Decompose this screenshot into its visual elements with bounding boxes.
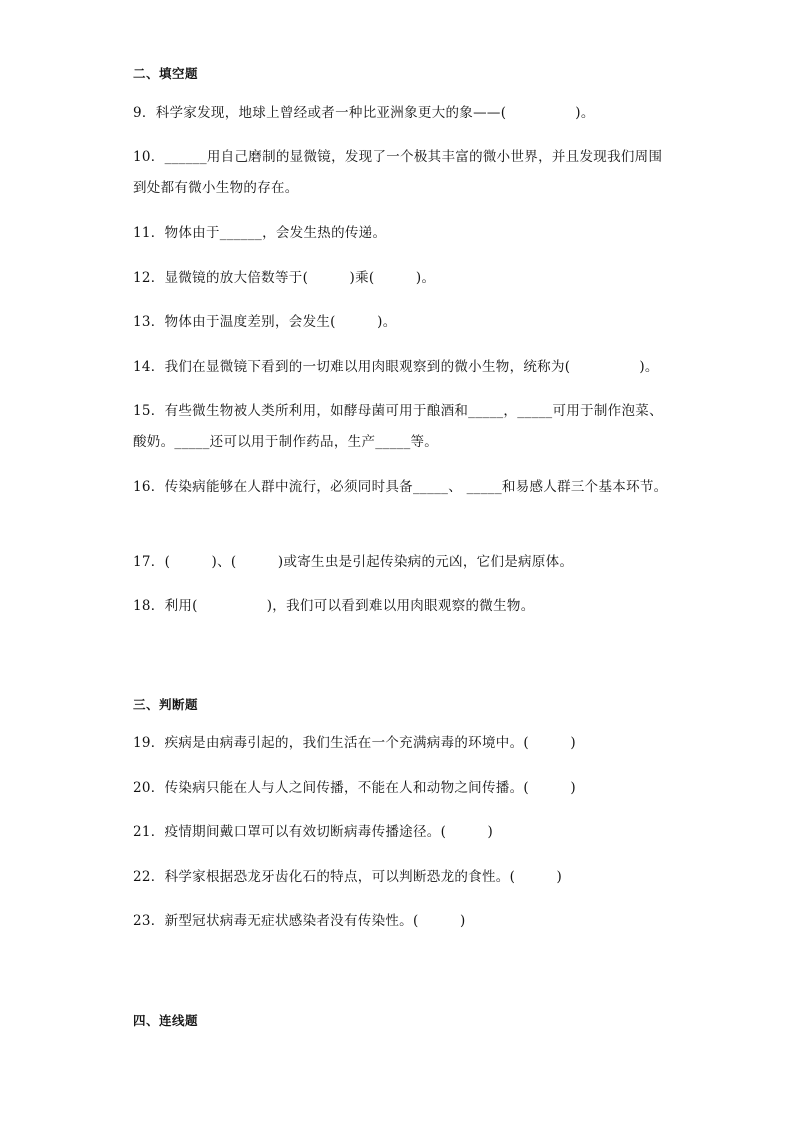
question-18: 18．利用( )，我们可以看到难以用肉眼观察的微生物。 (133, 598, 535, 614)
question-9: 9．科学家发现，地球上曾经或者一种比亚洲象更大的象——( )。 (133, 105, 595, 121)
section-heading-true-false: 三、判断题 (133, 697, 199, 712)
section-heading-matching: 四、连线题 (133, 1013, 199, 1028)
question-23: 23．新型冠状病毒无症状感染者没有传染性。( ) (133, 913, 466, 929)
question-17: 17．( )、( )或寄生虫是引起传染病的元凶，它们是病原体。 (133, 554, 574, 570)
question-13: 13．物体由于温度差别，会发生( )。 (133, 314, 397, 330)
question-14: 14．我们在显微镜下看到的一切难以用肉眼观察到的微小生物，统称为( )。 (133, 359, 659, 375)
question-10: 10．______用自己磨制的显微镜，发现了一个极其丰富的微小世界，并且发现我们周围到处都有微小生物的存在。 (133, 149, 663, 196)
section-heading-fill-in: 二、填空题 (133, 66, 199, 81)
question-16: 16．传染病能够在人群中流行，必须同时具备_____、 _____和易感人群三个基本环节。 (133, 479, 668, 495)
question-22: 22．科学家根据恐龙牙齿化石的特点，可以判断恐龙的食性。( ) (133, 869, 563, 885)
question-20: 20．传染病只能在人与人之间传播，不能在人和动物之间传播。( ) (133, 780, 576, 796)
question-12: 12．显微镜的放大倍数等于( )乘( )。 (133, 270, 436, 286)
question-19: 19．疾病是由病毒引起的，我们生活在一个充满病毒的环境中。( ) (133, 735, 576, 751)
question-11: 11．物体由于______，会发生热的传递。 (133, 225, 387, 241)
question-21: 21．疫情期间戴口罩可以有效切断病毒传播途径。( ) (133, 824, 494, 840)
question-15: 15．有些微生物被人类所利用，如酵母菌可用于酿酒和_____，_____可用于制作泡菜、酸奶。_____还可以用于制作药品，生产_____等。 (133, 403, 663, 450)
